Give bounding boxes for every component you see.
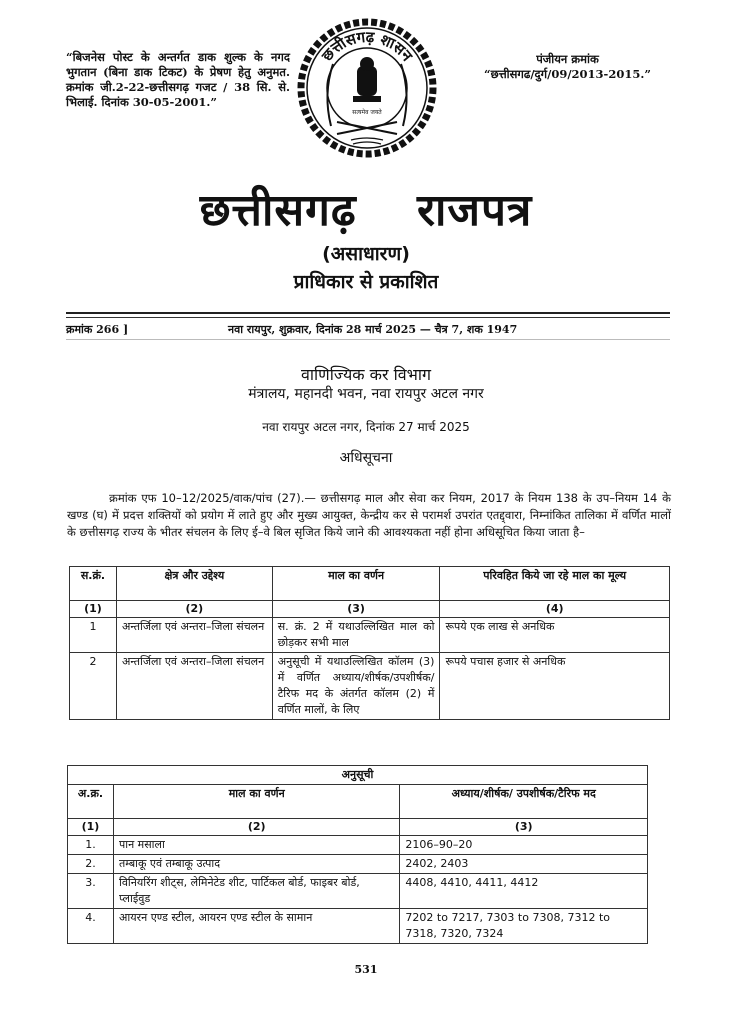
table-row	[68, 836, 648, 855]
goods-cell: तम्बाकू एवं तम्बाकू उत्पाद	[113, 855, 399, 874]
column-header: परिवहित किये जा रहे माल का मूल्य	[440, 567, 670, 601]
notification-paragraph: क्रमांक एफ 10–12/2025/वाक/पांच (27).— छत्तीसगढ़ माल और सेवा कर नियम, 2017 के नियम 138 के उप–नियम 14 के खण्ड (घ) में प्रदत्त शक्तियों को प्रयोग में लाते हुए और मुख्य आयुक्त, केन्द्रीय कर से परामर्श उपरांत एतद्द्वारा, निम्नांकित तालिका में वर्णित मालों के छत्तीसगढ़ राज्य के भीतर संचलन के लिए ई–वे बिल सृजित किये जाने की आवश्यकता नहीं होना अधिसूचित किया जाता है–	[67, 491, 671, 539]
serial-cell: 1.	[68, 836, 114, 855]
notification-title: अधिसूचना	[339, 450, 393, 466]
column-number: (1)	[68, 819, 114, 836]
emblem-seal-graphic	[293, 14, 441, 162]
tariff-code-cell: 7202 to 7217, 7303 to 7308, 7312 to 7318, 7320, 7324	[400, 909, 648, 944]
table-row	[68, 855, 648, 874]
notice-place-date: नवा रायपुर अटल नगर, दिनांक 27 मार्च 2025	[262, 420, 470, 434]
value-cell: रूपये पचास हजार से अनधिक	[440, 653, 670, 720]
serial-cell: 4.	[68, 909, 114, 944]
tariff-code-cell: 2402, 2403	[400, 855, 648, 874]
exemption-table	[69, 566, 670, 720]
column-number-row	[68, 819, 648, 836]
table-row	[68, 874, 648, 909]
column-header: अ.क्र.	[68, 785, 114, 819]
issue-line-divider	[66, 339, 670, 340]
column-number: (2)	[116, 601, 272, 618]
goods-cell: आयरन एण्ड स्टील, आयरन एण्ड स्टील के सामान	[113, 909, 399, 944]
description-cell: स. क्रं. 2 में यथाउल्लिखित माल को छोड़कर सभी माल	[272, 618, 440, 653]
column-number: (1)	[70, 601, 117, 618]
registration-label: पंजीयन क्रमांक	[536, 52, 599, 66]
column-header: अध्याय/शीर्षक/ उपशीर्षक/टैरिफ मद	[400, 785, 648, 819]
registration-number: “छत्तीसगढ/दुर्ग/09/2013-2015.”	[484, 67, 651, 81]
table-header-row	[70, 567, 670, 601]
postal-permit-note: “बिजनेस पोस्ट के अन्तर्गत डाक शुल्क के नगद भुगतान (बिना डाक टिकट) के प्रेषण हेतु अनुमत. क्रमांक जी.2-22-छत्तीसगढ़ गजट / 38 सि. से. भिलाई. दिनांक 30-05-2001.”	[66, 50, 290, 109]
schedule-table	[67, 765, 648, 944]
table-row	[70, 653, 670, 720]
goods-cell: पान मसाला	[113, 836, 399, 855]
column-header: स.क्रं.	[70, 567, 117, 601]
column-header: माल का वर्णन	[113, 785, 399, 819]
emblem-ring-text: छत्तीसगढ़ शासन	[318, 27, 417, 65]
column-header: माल का वर्णन	[272, 567, 440, 601]
goods-cell: विनियरिंग शीट्स, लेमिनेटेड शीट, पार्टिकल बोर्ड, फाइबर बोर्ड, प्लाईवुड	[113, 874, 399, 909]
serial-cell: 1	[70, 618, 117, 653]
gazette-masthead: छत्तीसगढ़ राजपत्र	[199, 185, 533, 236]
column-number-row	[70, 601, 670, 618]
area-cell: अन्तर्जिला एवं अन्तरा–जिला संचलन	[116, 653, 272, 720]
column-number: (2)	[113, 819, 399, 836]
table-header-row	[68, 785, 648, 819]
value-cell: रूपये एक लाख से अनधिक	[440, 618, 670, 653]
issue-date: नवा रायपुर, शुक्रवार, दिनांक 28 मार्च 2025 — चैत्र 7, शक 1947	[228, 323, 518, 336]
area-cell: अन्तर्जिला एवं अन्तरा–जिला संचलन	[116, 618, 272, 653]
schedule-title-row	[68, 766, 648, 785]
emblem-motto: सत्यमेव जयते	[352, 109, 382, 116]
issue-number: क्रमांक 266 ]	[66, 323, 129, 336]
tariff-code-cell: 2106–90–20	[400, 836, 648, 855]
table-row	[70, 618, 670, 653]
state-emblem-icon	[293, 14, 441, 162]
serial-cell: 3.	[68, 874, 114, 909]
tariff-code-cell: 4408, 4410, 4411, 4412	[400, 874, 648, 909]
header-divider-thin	[66, 317, 670, 318]
department-name: वाणिज्यिक कर विभाग	[300, 365, 432, 384]
column-number: (3)	[400, 819, 648, 836]
column-header: क्षेत्र और उद्देश्य	[116, 567, 272, 601]
table-row	[68, 909, 648, 944]
serial-cell: 2.	[68, 855, 114, 874]
page-number: 531	[354, 963, 378, 976]
department-address: मंत्रालय, महानदी भवन, नवा रायपुर अटल नगर	[248, 386, 484, 402]
registration-block	[455, 52, 680, 82]
schedule-title: अनुसूची	[68, 766, 648, 785]
authority-label: प्राधिकार से प्रकाशित	[293, 271, 439, 293]
column-number: (4)	[440, 601, 670, 618]
description-cell: अनुसूची में यथाउल्लिखित कॉलम (3) में वर्णित अध्याय/शीर्षक/उपशीर्षक/टैरिफ मद के अंतर्गत कॉलम (2) में वर्णित मालों, के लिए	[272, 653, 440, 720]
serial-cell: 2	[70, 653, 117, 720]
edition-label: (असाधारण)	[322, 243, 410, 265]
header-divider-thick	[66, 312, 670, 314]
column-number: (3)	[272, 601, 440, 618]
